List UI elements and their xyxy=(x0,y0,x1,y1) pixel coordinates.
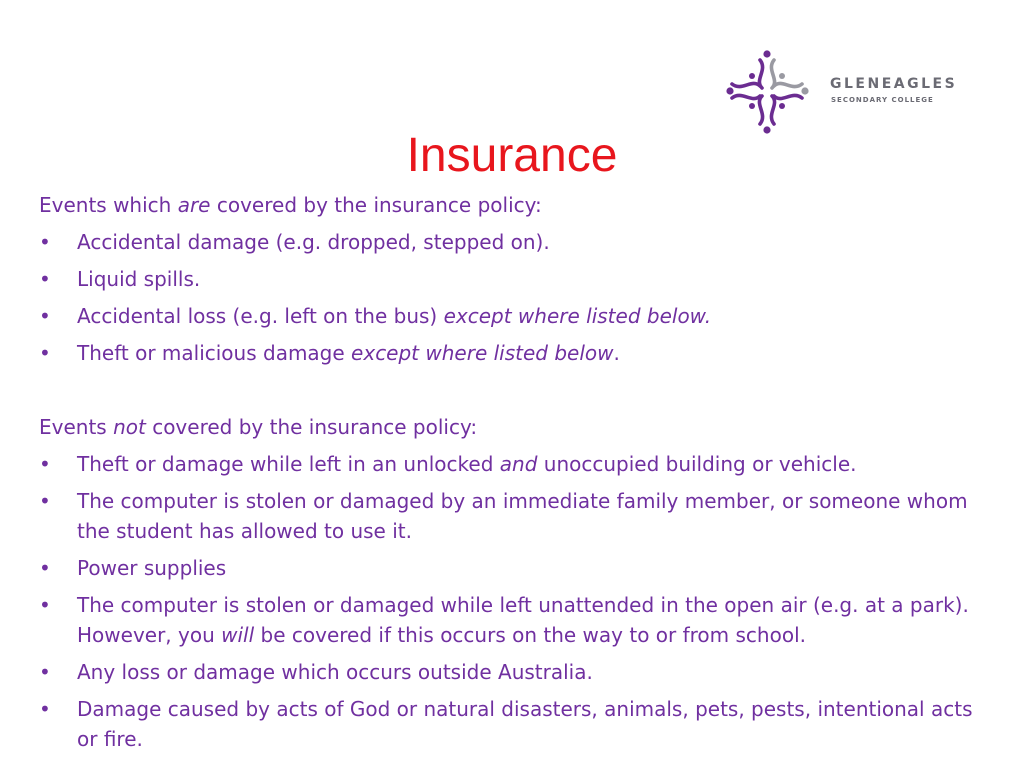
item-text: Accidental damage (e.g. dropped, stepped on). xyxy=(77,230,550,254)
item-text: Damage caused by acts of God or natural disasters, animals, pets, pests, intentional acts or fire. xyxy=(77,697,973,751)
bullet-icon: • xyxy=(39,452,51,476)
logo-school-subtitle: SECONDARY COLLEGE xyxy=(831,96,934,104)
item-text: Liquid spills. xyxy=(77,267,201,291)
logo-emblem-icon xyxy=(722,46,814,138)
emphasis-text: will xyxy=(221,623,255,647)
bullet-icon: • xyxy=(39,697,51,721)
item-text: Theft or damage while left in an unlocked xyxy=(77,452,500,476)
item-text: The computer is stolen or damaged while left unattended in the open air (e.g. at a park). However, you xyxy=(77,593,969,647)
bullet-icon: • xyxy=(39,230,51,254)
item-text: Power supplies xyxy=(77,556,227,580)
bullet-icon: • xyxy=(39,556,51,580)
emphasis-text: except where listed below. xyxy=(443,304,712,328)
bullet-icon: • xyxy=(39,489,51,513)
slide-title: Insurance xyxy=(406,129,618,182)
emphasis-text: and xyxy=(499,452,538,476)
list-item xyxy=(39,264,979,294)
bullet-icon: • xyxy=(39,660,51,684)
covered-list xyxy=(39,227,979,368)
item-text: unoccupied building or vehicle. xyxy=(537,452,857,476)
list-item xyxy=(39,657,979,687)
slide-body xyxy=(39,190,979,761)
item-text: . xyxy=(613,341,620,365)
covered-intro: Events which are covered by the insurance policy: xyxy=(39,193,542,217)
not-covered-section xyxy=(39,412,979,754)
list-item xyxy=(39,301,979,331)
emphasis-text: except where listed below xyxy=(351,341,614,365)
item-text: Accidental loss (e.g. left on the bus) xyxy=(77,304,444,328)
not-covered-intro: Events not covered by the insurance policy: xyxy=(39,415,478,439)
logo-school-name: GLENEAGLES xyxy=(830,76,958,92)
bullet-icon: • xyxy=(39,593,51,617)
bullet-icon: • xyxy=(39,304,51,328)
list-item xyxy=(39,694,979,754)
list-item xyxy=(39,486,979,546)
item-text: Theft or malicious damage xyxy=(77,341,352,365)
item-text: be covered if this occurs on the way to or from school. xyxy=(254,623,806,647)
item-text: Any loss or damage which occurs outside Australia. xyxy=(77,660,593,684)
list-item xyxy=(39,449,979,479)
list-item xyxy=(39,227,979,257)
school-logo xyxy=(722,46,982,138)
list-item xyxy=(39,590,979,650)
bullet-icon: • xyxy=(39,267,51,291)
bullet-icon: • xyxy=(39,341,51,365)
covered-section xyxy=(39,190,979,368)
not-covered-list xyxy=(39,449,979,754)
list-item xyxy=(39,553,979,583)
item-text: The computer is stolen or damaged by an immediate family member, or someone whom the student has allowed to use it. xyxy=(77,489,968,543)
list-item xyxy=(39,338,979,368)
